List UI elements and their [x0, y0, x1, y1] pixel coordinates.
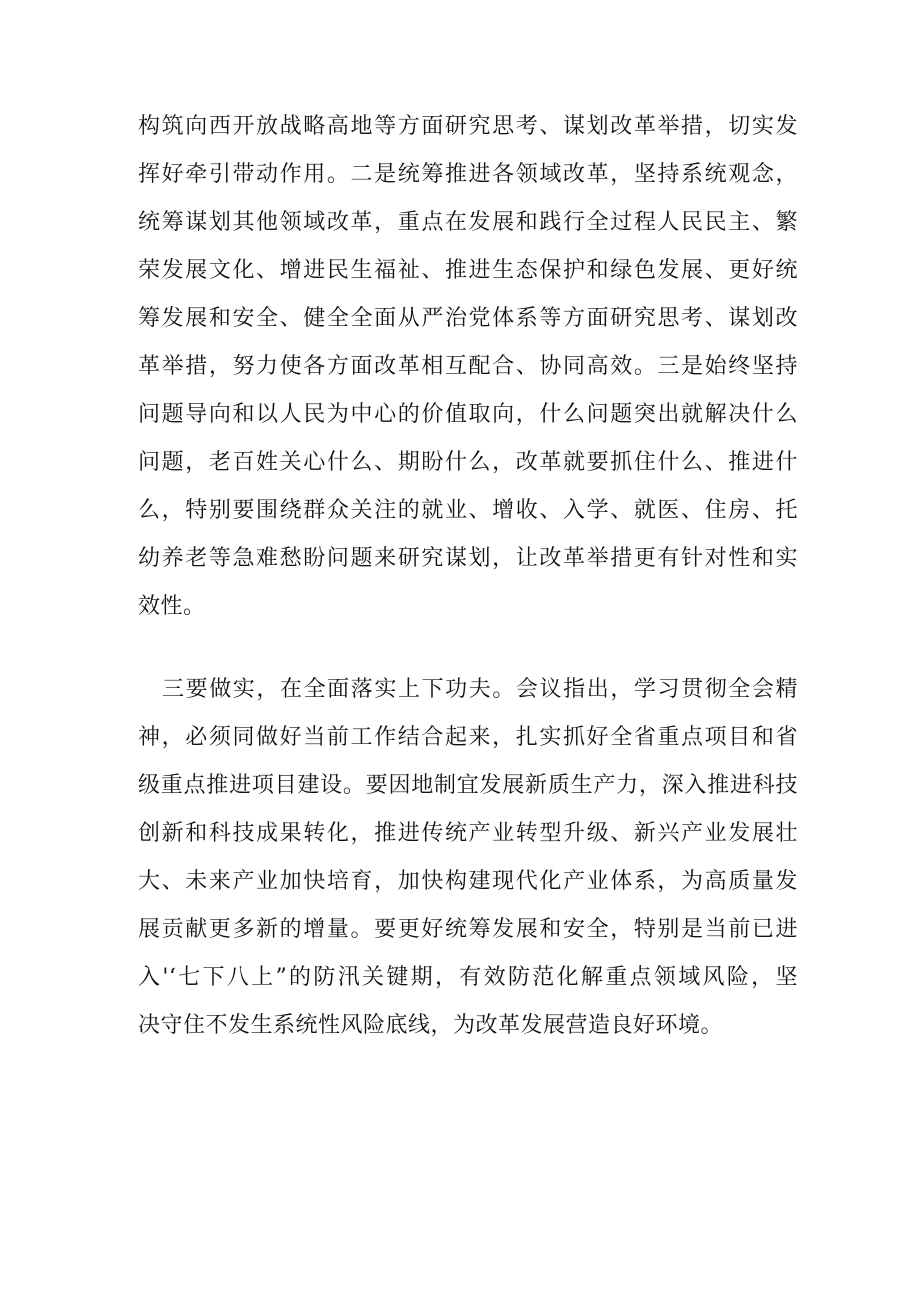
- text-line: 问题，老百姓关心什么、期盼什么，改革就要抓住什么、推进什: [138, 450, 798, 475]
- text-line: 么，特别要围绕群众关注的就业、增收、入学、就医、住房、托: [138, 498, 798, 523]
- paragraph-section-three: [138, 666, 798, 1050]
- text-line: 统筹谋划其他领域改革，重点在发展和践行全过程人民民主、繁: [138, 210, 798, 235]
- text-line: 入'‘七下八上”的防汛关键期，有效防范化解重点领域风险，坚: [138, 965, 798, 990]
- text-line: 挥好牵引带动作用。二是统筹推进各领域改革，坚持系统观念，: [138, 162, 798, 187]
- text-line: 大、未来产业加快培育，加快构建现代化产业体系，为高质量发: [138, 869, 798, 894]
- text-line: 展贡献更多新的增量。要更好统筹发展和安全，特别是当前已进: [138, 917, 798, 942]
- text-line: 革举措，努力使各方面改革相互配合、协同高效。三是始终坚持: [138, 354, 798, 379]
- text-line: 级重点推进项目建设。要因地制宜发展新质生产力，深入推进科技: [138, 773, 798, 798]
- text-line: 幼养老等急难愁盼问题来研究谋划，让改革举措更有针对性和实: [138, 546, 798, 571]
- text-line: 构筑向西开放战略高地等方面研究思考、谋划改革举措，切实发: [138, 114, 798, 139]
- text-line: 创新和科技成果转化，推进传统产业转型升级、新兴产业发展壮: [138, 821, 798, 846]
- text-line: 神，必须同做好当前工作结合起来，扎实抓好全省重点项目和省: [138, 725, 798, 750]
- text-line: 决守住不发生系统性风险底线，为改革发展营造良好环境。: [138, 1013, 724, 1038]
- text-line: 效性。: [138, 594, 206, 619]
- text-line: 筹发展和安全、健全全面从严治党体系等方面研究思考、谋划改: [138, 306, 798, 331]
- text-line: 问题导向和以人民为中心的价值取向，什么问题突出就解决什么: [138, 402, 798, 427]
- text-line: 荣发展文化、增进民生福祉、推进生态保护和绿色发展、更好统: [138, 258, 798, 283]
- text-line: 三要做实，在全面落实上下功夫。会议指出，学习贯彻全会精: [162, 677, 798, 702]
- paragraph-continued: [138, 103, 798, 631]
